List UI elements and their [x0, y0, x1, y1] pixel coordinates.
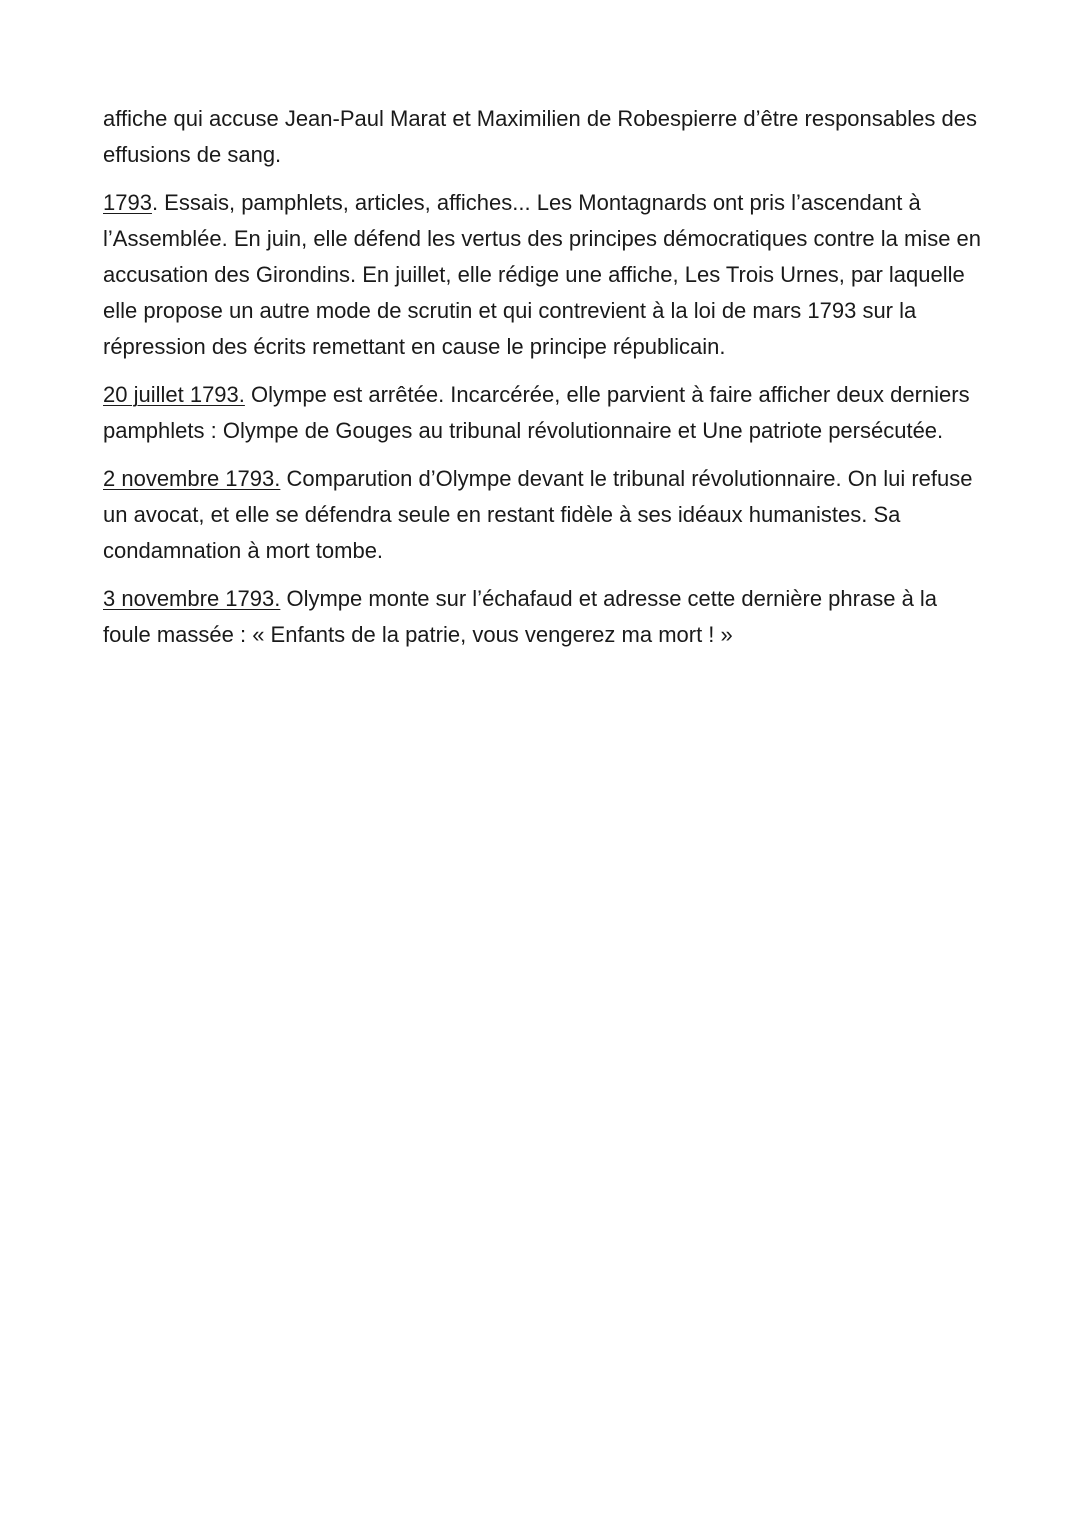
- paragraph-intro: [103, 101, 983, 173]
- paragraph-text: Olympe est arrêtée. Incarcérée, elle parvient à faire afficher deux derniers pamphlets : Olympe de Gouges au tribunal révolutionnaire et Une patriote persécutée.: [103, 382, 970, 443]
- paragraph-text: affiche qui accuse Jean-Paul Marat et Maximilien de Robespierre d’être responsables des effusions de sang.: [103, 106, 977, 167]
- date-label: 2 novembre 1793.: [103, 466, 281, 491]
- paragraph-3-novembre-1793: [103, 581, 983, 653]
- paragraph-text: Olympe monte sur l’échafaud et adresse cette dernière phrase à la foule massée : « Enfants de la patrie, vous vengerez ma mort ! »: [103, 586, 938, 647]
- paragraph-text: Comparution d’Olympe devant le tribunal révolutionnaire. On lui refuse un avocat, et elle se défendra seule en restant fidèle à ses idéaux humanistes. Sa condamnation à mort tombe.: [103, 466, 973, 563]
- date-label: 20 juillet 1793.: [103, 382, 245, 407]
- date-label: 3 novembre 1793.: [103, 586, 281, 611]
- paragraph-text: . Essais, pamphlets, articles, affiches... Les Montagnards ont pris l’ascendant à l’Assemblée. En juin, elle défend les vertus des principes démocratiques contre la mise en accusation des Girondins. En juillet, elle rédige une affiche, Les Trois Urnes, par laquelle elle propose un autre mode de scrutin et qui contrevient à la loi de mars 1793 sur la répression des écrits remettant en cause le principe républicain.: [103, 190, 982, 359]
- paragraph-20-juillet-1793: [103, 377, 983, 449]
- document-body: [103, 101, 983, 665]
- paragraph-2-novembre-1793: [103, 461, 983, 569]
- paragraph-1793: [103, 185, 983, 365]
- date-label: 1793: [103, 190, 152, 215]
